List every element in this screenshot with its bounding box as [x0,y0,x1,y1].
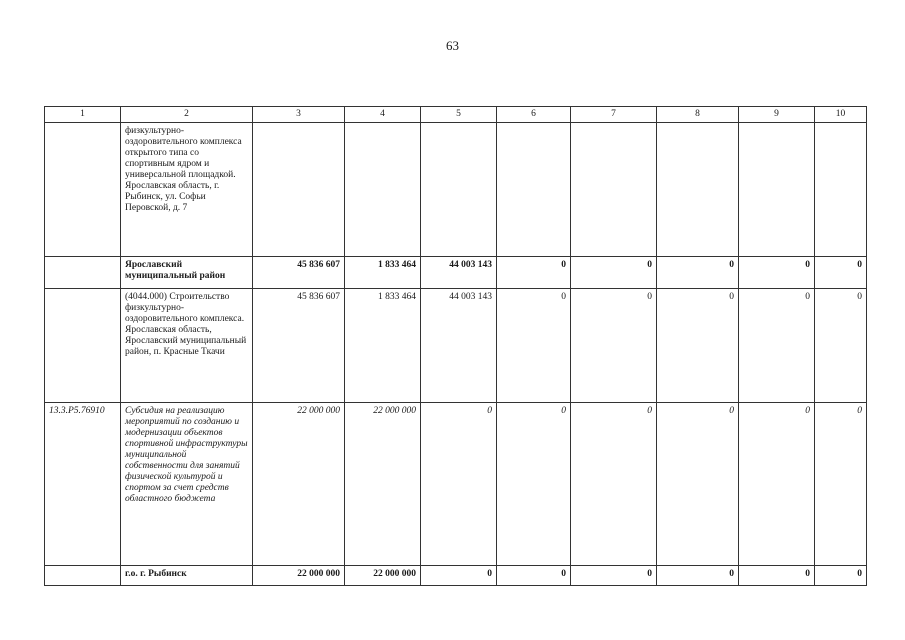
cell-value: 44 003 143 [421,289,497,403]
cell-value: 0 [739,257,815,289]
cell-value: 45 836 607 [253,257,345,289]
column-header: 9 [739,107,815,123]
cell-value: 0 [497,566,571,586]
cell-value [421,123,497,257]
cell-value: 0 [497,289,571,403]
column-header: 8 [657,107,739,123]
cell-value [657,123,739,257]
cell-value: 0 [421,403,497,566]
row-name: физкультурно-оздоровительного комплекса открытого типа со спортивным ядром и универсальной площадкой. Ярославская область, г. Рыбинск, ул. Софьи Перовской, д. 7 [121,123,253,257]
row-code [45,289,121,403]
cell-value: 0 [421,566,497,586]
column-header: 7 [571,107,657,123]
budget-table [44,106,867,586]
cell-value: 0 [815,289,867,403]
cell-value: 0 [657,257,739,289]
cell-value: 0 [815,403,867,566]
page-number: 63 [446,38,459,53]
cell-value: 1 833 464 [345,289,421,403]
cell-value: 22 000 000 [253,403,345,566]
column-header: 2 [121,107,253,123]
row-code [45,123,121,257]
cell-value [739,123,815,257]
column-header: 4 [345,107,421,123]
row-code: 13.3.P5.76910 [45,403,121,566]
cell-value: 22 000 000 [253,566,345,586]
cell-value: 0 [571,289,657,403]
column-header: 3 [253,107,345,123]
row-name: г.о. г. Рыбинск [121,566,253,586]
cell-value [497,123,571,257]
cell-value: 0 [739,289,815,403]
table-row [45,566,867,586]
table-row [45,403,867,566]
table-row [45,123,867,257]
cell-value: 0 [657,403,739,566]
table-row [45,257,867,289]
cell-value: 0 [497,257,571,289]
column-header: 5 [421,107,497,123]
cell-value: 22 000 000 [345,566,421,586]
table-header-row [45,107,867,123]
cell-value [253,123,345,257]
cell-value: 1 833 464 [345,257,421,289]
cell-value: 0 [815,257,867,289]
cell-value: 44 003 143 [421,257,497,289]
row-name: (4044.000) Строительство физкультурно-оздоровительного комплекса. Ярославская область, Ярославский муниципальный район, п. Красные Ткачи [121,289,253,403]
cell-value [345,123,421,257]
cell-value: 0 [571,403,657,566]
cell-value: 0 [739,566,815,586]
cell-value: 45 836 607 [253,289,345,403]
cell-value: 0 [571,566,657,586]
cell-value [815,123,867,257]
cell-value: 0 [657,566,739,586]
cell-value: 0 [571,257,657,289]
cell-value: 0 [815,566,867,586]
column-header: 10 [815,107,867,123]
cell-value: 0 [657,289,739,403]
cell-value [571,123,657,257]
column-header: 1 [45,107,121,123]
cell-value: 0 [497,403,571,566]
column-header: 6 [497,107,571,123]
cell-value: 0 [739,403,815,566]
table-row [45,289,867,403]
row-name: Ярославский муниципальный район [121,257,253,289]
row-code [45,566,121,586]
cell-value: 22 000 000 [345,403,421,566]
row-name: Субсидия на реализацию мероприятий по созданию и модернизации объектов спортивной инфраструктуры муниципальной собственности для занятий физической культурой и спортом за счет средств областного бюджета [121,403,253,566]
row-code [45,257,121,289]
